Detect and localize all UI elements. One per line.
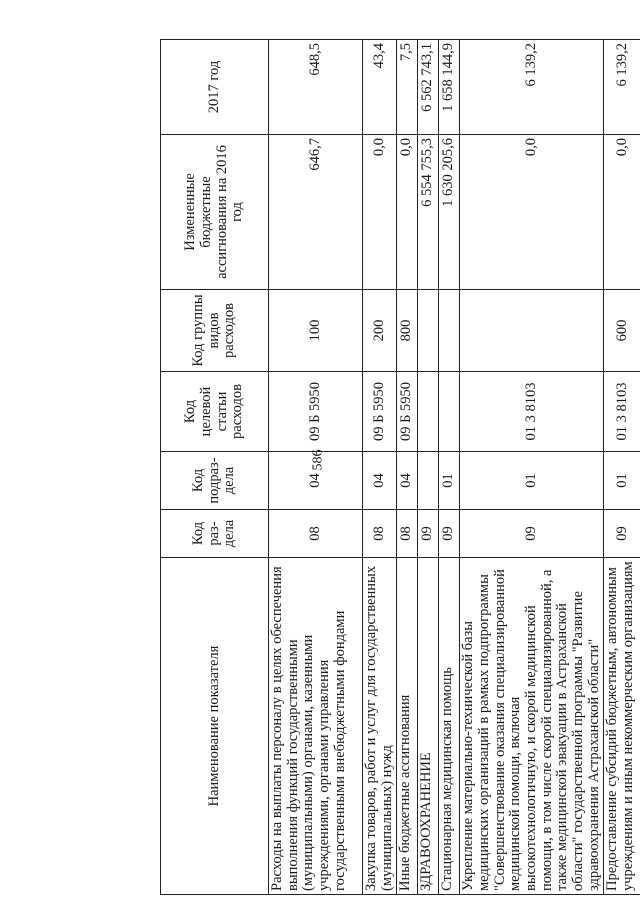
header-amount-2017: 2017 год bbox=[161, 40, 269, 135]
header-name: Наименование показателя bbox=[161, 558, 269, 895]
row-podrazdel: 01 bbox=[460, 452, 604, 510]
row-razdel: 08 bbox=[397, 510, 418, 558]
rotated-table-sheet bbox=[160, 40, 636, 895]
row-razdel: 09 bbox=[604, 510, 640, 558]
row-razdel: 09 bbox=[460, 510, 604, 558]
row-name: Расходы на выплаты персоналу в целях обеспечения выполнения функций государственными (муниципальными) органами, казенными учреждениями, органами управления государственными внебюджетными фондами bbox=[269, 558, 363, 895]
row-name: Иные бюджетные ассигнования bbox=[397, 558, 418, 895]
row-name: Укрепление материально-технической базы медицинских организаций в рамках подпрограммы "Совершенствование оказания специализированной медицинской помощи, включая высокотехнологичную, и скорой медицинской помощи, в том числе скорой специализированной, а также медицинской эвакуации в Астраханской области" государственной программы "Развитие здравоохранения Астраханской области" bbox=[460, 558, 604, 895]
row-cs: 09 Б 5950 bbox=[269, 372, 363, 452]
row-name: Стационарная медицинская помощь bbox=[439, 558, 460, 895]
table-row bbox=[418, 40, 439, 895]
row-amount-2016: 0,0 bbox=[460, 135, 604, 290]
row-podrazdel: 04 bbox=[269, 452, 363, 510]
row-cs: 09 Б 5950 bbox=[363, 372, 397, 452]
row-podrazdel: 01 bbox=[604, 452, 640, 510]
row-vr bbox=[418, 290, 439, 372]
row-amount-2017: 7,5 bbox=[397, 40, 418, 135]
row-razdel: 08 bbox=[269, 510, 363, 558]
row-amount-2016: 6 554 755,3 bbox=[418, 135, 439, 290]
row-podrazdel bbox=[418, 452, 439, 510]
row-amount-2016: 0,0 bbox=[604, 135, 640, 290]
row-cs: 01 3 8103 bbox=[604, 372, 640, 452]
row-amount-2017: 6 139,2 bbox=[460, 40, 604, 135]
header-vr: Код группы видов расходов bbox=[161, 290, 269, 372]
row-podrazdel: 04 bbox=[363, 452, 397, 510]
row-vr: 600 bbox=[604, 290, 640, 372]
row-vr: 100 bbox=[269, 290, 363, 372]
table-row bbox=[363, 40, 397, 895]
row-amount-2017: 1 658 144,9 bbox=[439, 40, 460, 135]
table-row bbox=[460, 40, 604, 895]
row-vr: 800 bbox=[397, 290, 418, 372]
row-amount-2016: 0,0 bbox=[363, 135, 397, 290]
header-amount-2016: Измененные бюджетные ассигнования на 2016 год bbox=[161, 135, 269, 290]
table-header-row bbox=[161, 40, 269, 895]
row-razdel: 08 bbox=[363, 510, 397, 558]
row-amount-2017: 6 139,2 bbox=[604, 40, 640, 135]
row-podrazdel: 04 bbox=[397, 452, 418, 510]
row-amount-2016: 1 630 205,6 bbox=[439, 135, 460, 290]
row-vr: 200 bbox=[363, 290, 397, 372]
budget-table bbox=[160, 39, 640, 895]
row-cs bbox=[439, 372, 460, 452]
row-amount-2017: 43,4 bbox=[363, 40, 397, 135]
header-podrazdel: Код подраз-дела bbox=[161, 452, 269, 510]
table-row bbox=[269, 40, 363, 895]
header-cs: Код целевой статьи расходов bbox=[161, 372, 269, 452]
row-vr bbox=[460, 290, 604, 372]
row-cs: 09 Б 5950 bbox=[397, 372, 418, 452]
table-row bbox=[397, 40, 418, 895]
table-row bbox=[604, 40, 640, 895]
row-amount-2016: 0,0 bbox=[397, 135, 418, 290]
row-amount-2017: 6 562 743,1 bbox=[418, 40, 439, 135]
row-razdel: 09 bbox=[418, 510, 439, 558]
row-name: ЗДРАВООХРАНЕНИЕ bbox=[418, 558, 439, 895]
row-cs bbox=[418, 372, 439, 452]
row-name: Закупка товаров, работ и услуг для государственных (муниципальных) нужд bbox=[363, 558, 397, 895]
row-podrazdel: 01 bbox=[439, 452, 460, 510]
page-number: 586 bbox=[310, 449, 326, 471]
header-razdel: Код раз-дела bbox=[161, 510, 269, 558]
row-cs: 01 3 8103 bbox=[460, 372, 604, 452]
row-vr bbox=[439, 290, 460, 372]
row-amount-2017: 648,5 bbox=[269, 40, 363, 135]
row-razdel: 09 bbox=[439, 510, 460, 558]
row-name: Предоставление субсидий бюджетным, автономным учреждениям и иным некоммерческим организациям bbox=[604, 558, 640, 895]
row-amount-2016: 646,7 bbox=[269, 135, 363, 290]
table-row bbox=[439, 40, 460, 895]
